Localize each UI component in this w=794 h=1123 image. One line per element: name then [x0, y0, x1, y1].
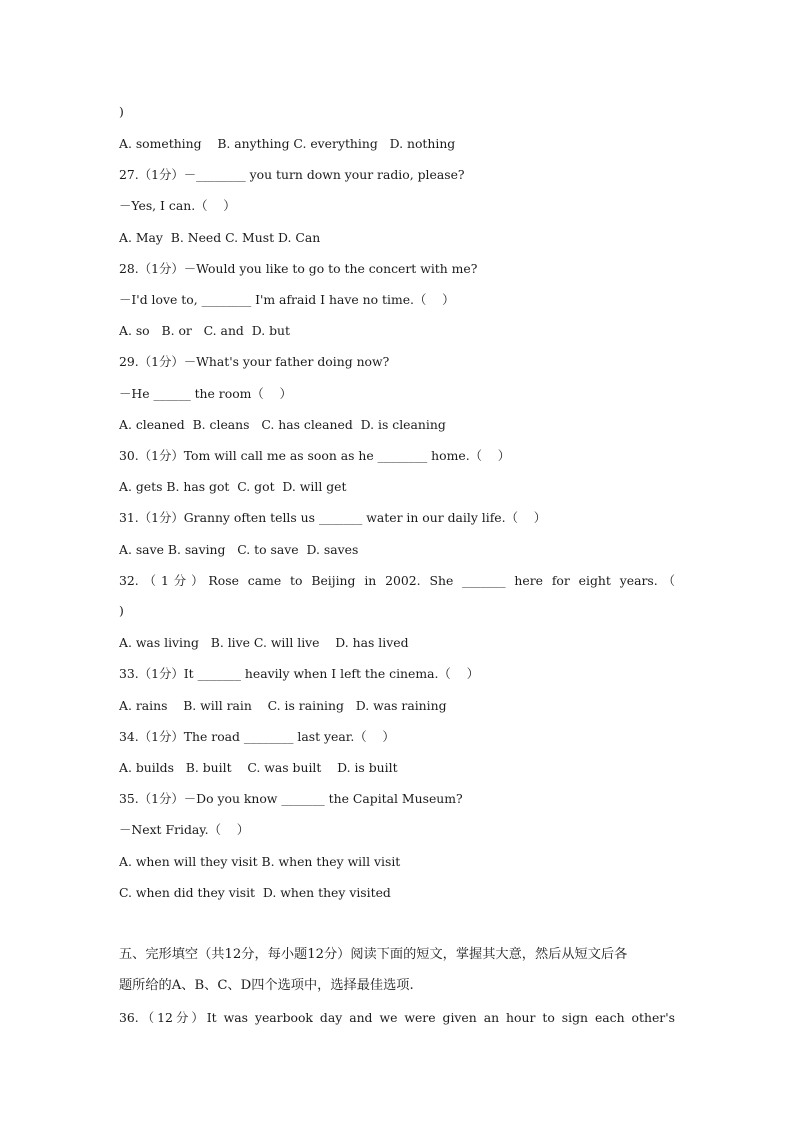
q29-options: A. cleaned B. cleans C. has cleaned D. is cleaning: [119, 417, 446, 432]
q31-options: A. save B. saving C. to save D. saves: [119, 542, 359, 557]
q34-question: 34.（1分）The road ________ last year.（ ）: [119, 729, 395, 744]
q30-question: 30.（1分）Tom will call me as soon as he ________ home.（ ）: [119, 448, 511, 463]
q34-options: A. builds B. built C. was built D. is built: [119, 760, 398, 775]
q32-bracket-continuation: ): [119, 603, 124, 618]
q26-bracket-continuation: ): [119, 104, 124, 119]
q28-question: 28.（1分）－Would you like to go to the concert with me?: [119, 261, 478, 276]
q29-question: 29.（1分）－What's your father doing now?: [119, 354, 390, 369]
q35-options-ab: A. when will they visit B. when they will visit: [119, 854, 401, 869]
q33-question: 33.（1分）It _______ heavily when I left the cinema.（ ）: [119, 666, 479, 681]
q28-options: A. so B. or C. and D. but: [119, 323, 290, 338]
q27-question: 27.（1分）－________ you turn down your radio, please?: [119, 167, 465, 182]
q32-options: A. was living B. live C. will live D. has lived: [119, 635, 409, 650]
q35-options-cd: C. when did they visit D. when they visited: [119, 885, 391, 900]
q35-answer-line: －Next Friday.（ ）: [119, 822, 250, 837]
q26-options: A. something B. anything C. everything D. nothing: [119, 136, 456, 151]
q33-options: A. rains B. will rain C. is raining D. was raining: [119, 698, 447, 713]
section-five-heading: 五、完形填空（共12分，每小题12分）阅读下面的短文，掌握其大意，然后从短文后各: [119, 947, 628, 962]
q32-question: 32.（1分）Rose came to Beijing in 2002. She _______ here for eight years.（: [119, 573, 675, 588]
q31-question: 31.（1分）Granny often tells us _______ water in our daily life.（ ）: [119, 510, 547, 525]
q28-answer-line: －I'd love to, ________ I'm afraid I have no time.（ ）: [119, 292, 455, 307]
q36-passage-start: 36.（12分）It was yearbook day and we were given an hour to sign each other's: [119, 1010, 675, 1025]
q27-options: A. May B. Need C. Must D. Can: [119, 230, 321, 245]
q30-options: A. gets B. has got C. got D. will get: [119, 479, 347, 494]
section-five-instructions: 题所给的A、B、C、D四个选项中，选择最佳选项.: [119, 978, 414, 993]
q29-answer-line: －He ______ the room（ ）: [119, 386, 292, 401]
q27-answer-line: －Yes, I can.（ ）: [119, 198, 236, 213]
q35-question: 35.（1分）－Do you know _______ the Capital Museum?: [119, 791, 463, 806]
